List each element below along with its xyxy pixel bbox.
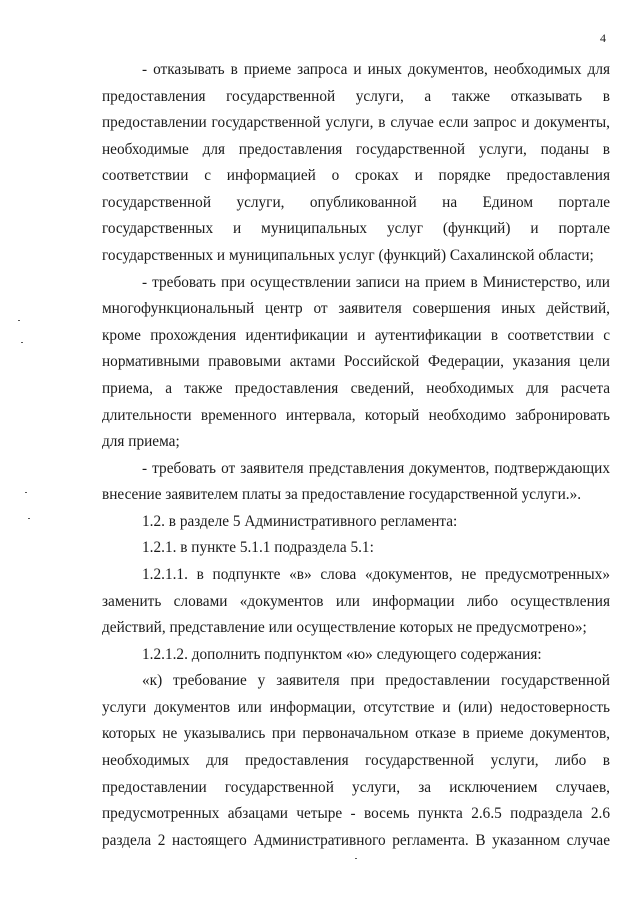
text-line: приема, а также предоставления сведений, необходимых для расчета [102,379,610,397]
text-line: государственной услуги, опубликованной на Едином портале [102,193,610,211]
text-line: государственных и муниципальных услуг (функций) и портале [102,220,610,238]
text-line: кроме прохождения идентификации и аутентификации в соответствии с [102,326,610,344]
text-line: многофункциональный центр от заявителя совершения иных действий, [102,300,610,318]
text-line: - требовать при осуществлении записи на прием в Министерство, или [142,273,610,291]
text-line: предоставлении государственной услуги, за исключением случаев, [102,778,610,796]
text-line: необходимых для предоставления государственной услуги, либо в [102,752,610,770]
text-line: длительности временного интервала, который необходимо забронировать [102,406,610,424]
scan-speck [28,518,30,519]
scan-speck [25,492,27,493]
text-line: 1.2.1.1. в подпункте «в» слова «документов, не предусмотренных» [142,565,610,583]
body-text [102,57,610,854]
page-number: 4 [600,31,606,45]
text-line: заменить словами «документов или информации либо осуществления [102,592,610,610]
text-line: которых не указывались при первоначальном отказе в приеме документов, [102,725,610,743]
text-line: необходимые для предоставления государственной услуги, поданы в [102,140,610,158]
scan-speck [18,320,20,321]
scan-speck [21,342,23,343]
text-line: нормативными правовыми актами Российской Федерации, указания цели [102,353,610,371]
text-line: 1.2. в разделе 5 Административного регламента: [142,512,458,530]
text-line: 1.2.1.2. дополнить подпунктом «ю» следующего содержания: [142,645,542,663]
text-line: предусмотренных абзацами четыре - восемь пункта 2.6.5 подраздела 2.6 [102,805,610,823]
text-line: предоставлении государственной услуги, в случае если запрос и документы, [102,114,610,132]
text-line: - отказывать в приеме запроса и иных документов, необходимых для [142,61,610,78]
text-line: внесение заявителем платы за предоставление государственной услуги.». [102,486,582,504]
scan-speck [355,858,357,859]
text-line: для приема; [102,433,180,451]
text-line: 1.2.1. в пункте 5.1.1 подраздела 5.1: [142,539,374,557]
text-line: государственных и муниципальных услуг (функций) Сахалинской области; [102,247,594,265]
text-line: - требовать от заявителя представления документов, подтверждающих [142,459,610,477]
text-line: раздела 2 настоящего Административного регламента. В указанном случае [102,831,610,849]
text-line: действий, представление или осуществление которых не предусмотрено»; [102,619,587,637]
text-line: соответствии с информацией о сроках и порядке предоставления [102,167,610,185]
text-line: услуги документов или информации, отсутствие и (или) недостоверность [102,698,610,716]
text-line: предоставления государственной услуги, а также отказывать в [102,87,610,105]
text-line: «к) требование у заявителя при предоставлении государственной [142,672,610,690]
